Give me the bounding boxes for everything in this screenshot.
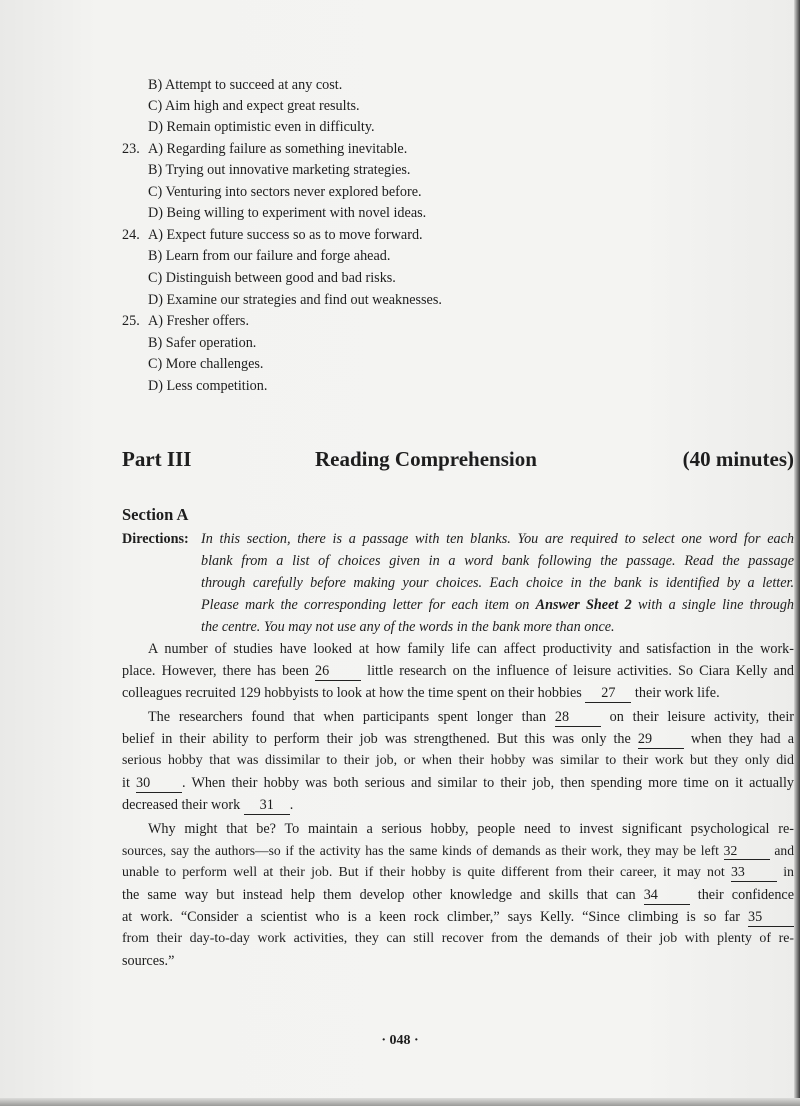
blank-28[interactable]: 28 (555, 709, 601, 727)
blank-30[interactable]: 30 (136, 775, 182, 793)
text-run: their confidence (697, 887, 795, 903)
q23-number: 23. (122, 141, 140, 157)
part-title: Reading Comprehension (315, 447, 537, 471)
blank-29[interactable]: 29 (638, 731, 684, 749)
q24-option-d: D) Examine our strategies and find out weaknesses. (148, 292, 442, 308)
text-run: belief in their ability to perform their job was strengthened. But this was only the (122, 731, 631, 747)
passage-p2-line-5 (122, 795, 293, 815)
q24-option-a: A) Expect future success so as to move forward. (148, 227, 423, 243)
part-time: (40 minutes) (682, 447, 794, 471)
passage-p3-line-7: sources.” (122, 953, 175, 969)
passage-p3-line-5 (122, 907, 794, 927)
directions-label: Directions: (122, 531, 189, 547)
q23-option-b: B) Trying out innovative marketing strategies. (148, 162, 411, 178)
passage-p2-line-3: serious hobby that was dissimilar to their job, or when their hobby was similar to their work but they only did (122, 753, 794, 768)
q24-option-c: C) Distinguish between good and bad risks. (148, 270, 396, 286)
text-run: The researchers found that when participants spent longer than (148, 709, 547, 725)
blank-34[interactable]: 34 (644, 887, 690, 905)
text-run: and (774, 843, 794, 858)
q25-option-d: D) Less competition. (148, 378, 268, 394)
text-run: place. However, there has been (122, 663, 309, 679)
blank-26[interactable]: 26 (315, 663, 361, 681)
passage-p1-line-1: A number of studies have looked at how family life can affect productivity and satisfaction in the work- (148, 641, 794, 657)
blank-32[interactable]: 32 (724, 842, 770, 860)
passage-p2-line-1 (148, 707, 794, 727)
directions-line-4 (201, 595, 794, 615)
text-run: . When their hobby was both serious and similar to their job, then spending more time on it actually (182, 775, 795, 791)
directions-line-4-start: Please mark the corresponding letter for each item on (201, 597, 530, 613)
page-bottom-shadow (0, 1098, 800, 1106)
q22-option-b: B) Attempt to succeed at any cost. (148, 77, 343, 93)
text-run: when they had a (690, 731, 794, 747)
passage-p3-line-2 (122, 841, 794, 861)
part-heading (122, 447, 794, 475)
q22-option-c: C) Aim high and expect great results. (148, 98, 360, 114)
q24-option-b: B) Learn from our failure and forge ahead. (148, 248, 391, 264)
text-run: unable to perform well at their job. But if their hobby is quite different from their career, it may not (122, 865, 725, 880)
passage-p2-line-4 (122, 773, 794, 793)
q25-number: 25. (122, 313, 140, 329)
q24-number: 24. (122, 227, 140, 243)
passage-p1-line-2 (122, 661, 794, 681)
q23-option-c: C) Venturing into sectors never explored before. (148, 184, 422, 200)
passage-p2-line-2 (122, 729, 794, 749)
passage-p3-line-3 (122, 863, 794, 883)
text-run: the same way but instead help them develop other knowledge and skills that can (122, 887, 636, 903)
q25-option-c: C) More challenges. (148, 356, 264, 372)
page-number: · 048 · (381, 1033, 419, 1048)
blank-31[interactable]: 31 (244, 797, 290, 815)
q23-option-d: D) Being willing to experiment with novel ideas. (148, 205, 427, 221)
q25-option-a: A) Fresher offers. (148, 313, 249, 329)
text-run: sources, say the authors—so if the activity has the same kinds of demands as their work, they may be left (122, 843, 719, 858)
part-label: Part III (122, 447, 192, 471)
passage-p3-line-6: from their day-to-day work activities, they can still recover from the demands of their job with plenty of re- (122, 931, 794, 946)
blank-33[interactable]: 33 (731, 864, 777, 882)
q23-option-a: A) Regarding failure as something inevitable. (148, 141, 408, 157)
blank-27[interactable]: 27 (585, 685, 631, 703)
passage-p3-line-4 (122, 885, 794, 905)
text-run: colleagues recruited 129 hobbyists to look at how the time spent on their hobbies (122, 685, 582, 701)
text-run: little research on the influence of leisure activities. So Ciara Kelly and (367, 663, 795, 679)
text-run: on their leisure activity, their (609, 709, 795, 725)
directions-line-5: the centre. You may not use any of the words in the bank more than once. (201, 619, 615, 635)
section-title: Section A (122, 505, 189, 524)
text-run: at work. “Consider a scientist who is a keen rock climber,” says Kelly. “Since climbing is so far (122, 909, 741, 925)
text-run: decreased their work (122, 797, 241, 813)
text-run: in (783, 865, 794, 880)
directions-line-3: through carefully before making your choices. Each choice in the bank is identified by a letter. (201, 575, 794, 591)
text-run: their work life. (634, 685, 720, 701)
directions-line-1: In this section, there is a passage with ten blanks. You are required to select one word for each (201, 531, 794, 547)
text-run: it (122, 775, 130, 791)
q22-option-d: D) Remain optimistic even in difficulty. (148, 119, 375, 135)
passage-p3-line-1: Why might that be? To maintain a serious hobby, people need to invest significant psychological re- (148, 821, 794, 837)
text-run: . (289, 797, 294, 813)
passage-p1-line-3 (122, 683, 720, 703)
directions-line-4-end: with a single line through (637, 597, 795, 613)
answer-sheet-ref: Answer Sheet 2 (535, 597, 632, 613)
blank-35[interactable]: 35 (748, 909, 794, 927)
directions-line-2: blank from a list of choices given in a word bank following the passage. Read the passage (201, 553, 794, 569)
page-binding-shadow (794, 0, 800, 1106)
q25-option-b: B) Safer operation. (148, 335, 257, 351)
